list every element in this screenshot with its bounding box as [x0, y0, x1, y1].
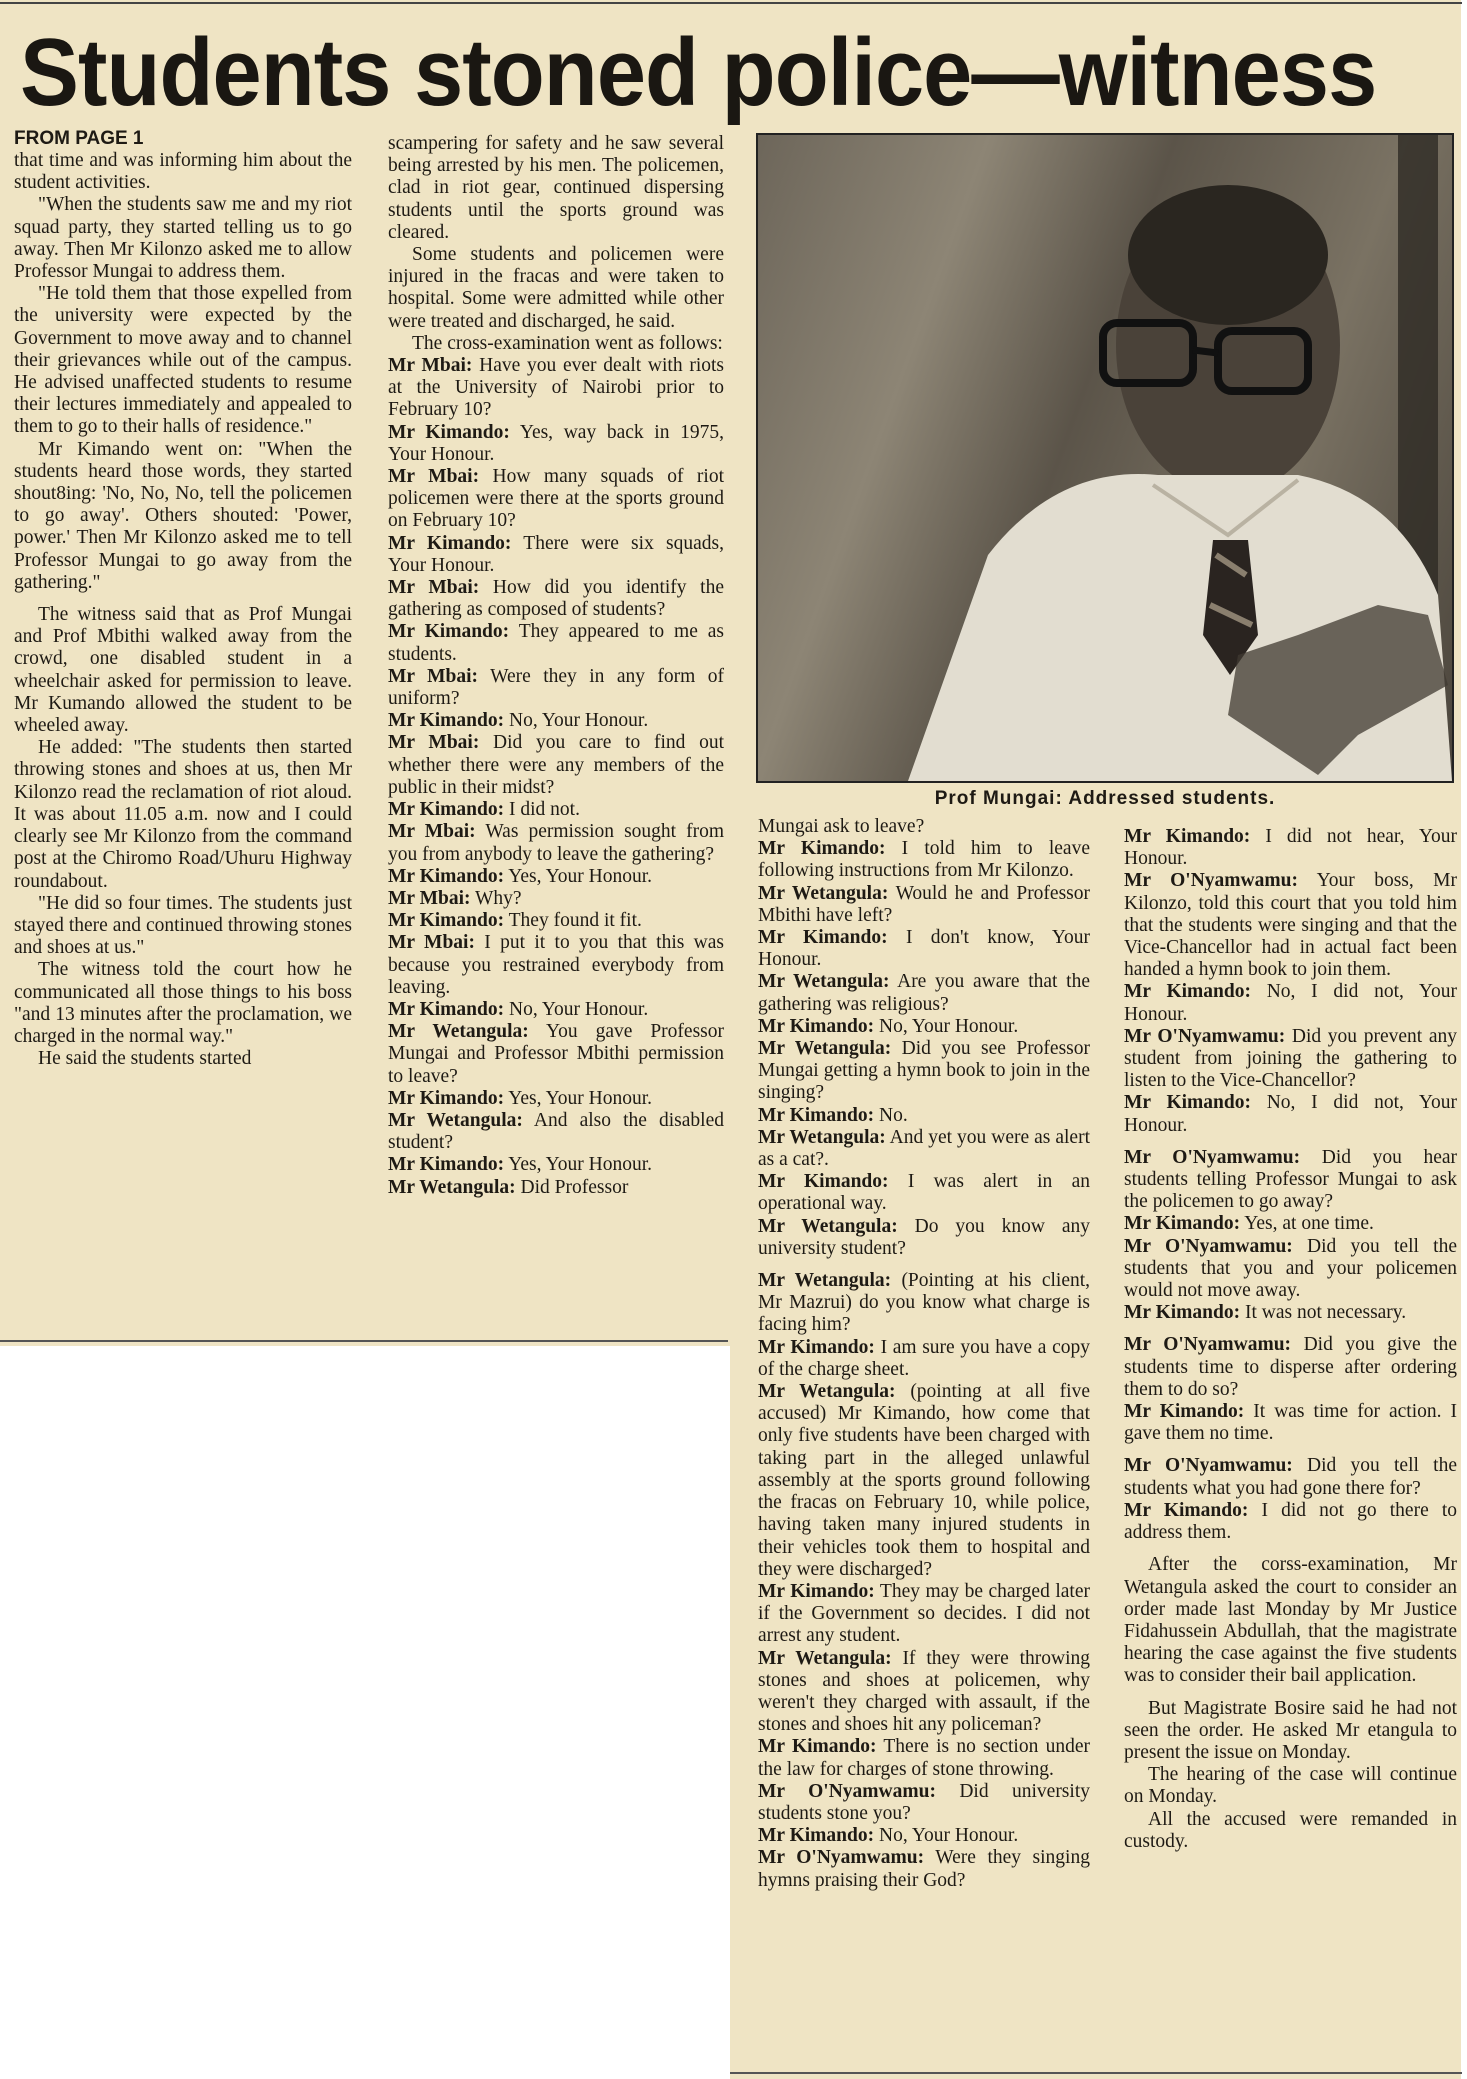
exchange-paragraph — [1124, 1334, 1457, 1401]
speaker-label: Mr Wetangula: — [388, 1176, 516, 1198]
column-1 — [14, 128, 352, 1070]
body-paragraph — [14, 737, 352, 892]
exchange-paragraph — [758, 1581, 1090, 1648]
speaker-label: Mr O'Nyamwamu: — [758, 1847, 925, 1869]
speaker-label: Mr Wetangula: — [388, 1109, 523, 1131]
exchange-paragraph — [758, 1825, 1090, 1847]
exchange-paragraph — [758, 1648, 1090, 1737]
exchange-paragraph — [388, 577, 724, 621]
exchange-paragraph — [758, 971, 1090, 1015]
paragraph-text: Are you aware that the gathering was religious? — [758, 971, 1090, 1015]
body-paragraph — [14, 604, 352, 737]
paragraph-text: It was time for action. I gave them no time. — [1124, 1401, 1457, 1445]
page-margin — [1461, 0, 1467, 2079]
paragraph-text: Why? — [475, 887, 522, 909]
exchange-paragraph — [388, 355, 724, 422]
paragraph-text: Yes, Your Honour. — [508, 1154, 653, 1176]
paragraph-text: I am sure you have a copy of the charge sheet. — [758, 1336, 1090, 1380]
paragraph-text: I told him to leave following instructions from Mr Kilonzo. — [758, 838, 1090, 882]
paragraph-text: If they were throwing stones and shoes at policemen, why weren't they charged with assault, if the stones and shoes hit any policeman? — [758, 1647, 1091, 1736]
exchange-paragraph — [758, 1781, 1090, 1825]
speaker-label: Mr Kimando: — [388, 799, 505, 821]
speaker-label: Mr Wetangula: — [388, 1021, 529, 1043]
paragraph-text: They appeared to me as students. — [388, 621, 724, 665]
paragraph-text: And also the disabled student? — [388, 1109, 724, 1154]
speaker-label: Mr Kimando: — [1124, 981, 1251, 1003]
body-paragraph — [1124, 1764, 1457, 1808]
speaker-label: Mr Kimando: — [388, 865, 505, 887]
speaker-label: Mr Mbai: — [388, 732, 480, 754]
paragraph-text: Did you see Professor Mungai getting a hymn book to join in the singing? — [758, 1038, 1091, 1104]
column-4 — [1124, 826, 1457, 1853]
body-paragraph — [14, 959, 352, 1048]
column-1-body — [14, 150, 352, 1070]
speaker-label: Mr Kimando: — [388, 910, 505, 932]
exchange-paragraph — [1124, 1401, 1457, 1445]
paragraph-text: But Magistrate Bosire said he had not seen the order. He asked Mr etangula to present the issue on Monday. — [1124, 1697, 1457, 1763]
paragraph-text: I put it to you that this was because you restrained everybody from leaving. — [388, 932, 725, 998]
paragraph-text: How many squads of riot policemen were there at the sports ground on February 10? — [388, 466, 724, 532]
paragraph-text: scampering for safety and he saw several being arrested by his men. The policemen, clad in riot gear, continued dispersing students until the sports ground was cleared. — [388, 133, 724, 243]
speaker-label: Mr Mbai: — [388, 577, 480, 599]
speaker-label: Mr Kimando: — [388, 710, 505, 732]
exchange-paragraph — [388, 732, 724, 799]
speaker-label: Mr Kimando: — [388, 532, 512, 554]
exchange-paragraph — [388, 1021, 724, 1088]
paragraph-text: Mr Kimando went on: "When the students heard those words, they started shout8ing: 'No, No, No, tell the policemen to go away'. Others shouted: 'Power, power.' Then Mr Kilonzo asked me to tell Professor Mungai to go away from the gathering." — [14, 438, 352, 593]
top-rule — [0, 2, 1462, 4]
body-paragraph — [14, 893, 352, 960]
speaker-label: Mr Kimando: — [388, 421, 510, 443]
paragraph-text: No. — [878, 1104, 908, 1126]
paragraph-text: Some students and policemen were injured in the fracas and were taken to hospital. Some were admitted while other were treated and discharged, he said. — [388, 244, 724, 332]
paragraph-text: Mungai ask to leave? — [758, 816, 925, 837]
paragraph-text: All the accused were remanded in custody. — [1124, 1808, 1457, 1852]
paragraph-text: You gave Professor Mungai and Professor Mbithi permission to leave? — [388, 1021, 724, 1087]
speaker-label: Mr O'Nyamwamu: — [1124, 1235, 1293, 1257]
bottom-rule-right — [730, 2072, 1462, 2074]
body-paragraph — [14, 283, 352, 438]
exchange-paragraph — [1124, 1092, 1457, 1136]
paragraph-text: Did you prevent any student from joining the gathering to listen to the Vice-Chancellor? — [1124, 1025, 1457, 1092]
speaker-label: Mr Kimando: — [388, 1087, 505, 1109]
paragraph-text: Your boss, Mr Kilonzo, told this court that you told him that the students were singing and that the Vice-Chancellor had in actual fact been handed a hymn book to join them. — [1124, 870, 1457, 981]
portrait-illustration — [758, 135, 1452, 781]
paragraph-text: I was alert in an operational way. — [758, 1171, 1090, 1215]
speaker-label: Mr Kimando: — [1124, 1401, 1245, 1423]
paragraph-text: There is no section under the law for charges of stone throwing. — [758, 1736, 1090, 1780]
speaker-label: Mr Wetangula: — [758, 1126, 886, 1148]
body-paragraph — [1124, 1698, 1457, 1765]
body-paragraph — [1124, 1809, 1457, 1853]
exchange-paragraph — [1124, 1302, 1457, 1324]
exchange-paragraph — [388, 1154, 724, 1176]
exchange-paragraph — [388, 866, 724, 888]
speaker-label: Mr Kimando: — [758, 1825, 875, 1847]
speaker-label: Mr O'Nyamwamu: — [1124, 1025, 1286, 1047]
paragraph-text: Yes, way back in 1975, Your Honour. — [388, 421, 724, 465]
speaker-label: Mr Kimando: — [758, 838, 886, 860]
paragraph-text: "When the students saw me and my riot squad party, they started telling us to go away. Then Mr Kilonzo asked me to allow Professor Mungai to address them. — [14, 194, 352, 283]
body-paragraph — [14, 439, 352, 594]
paragraph-text: No, Your Honour. — [878, 1825, 1019, 1847]
exchange-paragraph — [758, 1736, 1090, 1780]
paragraph-text: After the corss-examination, Mr Wetangula asked the court to consider an order made last Monday by Mr Justice Fidahussein Abdullah, that the magistrate hearing the case against the five students was to consider their bail application. — [1124, 1554, 1457, 1687]
paragraph-text: Have you ever dealt with riots at the University of Nairobi prior to February 10? — [388, 355, 725, 421]
body-paragraph — [14, 194, 352, 283]
paragraph-text: Did you care to find out whether there were any members of the public in their midst? — [388, 732, 724, 798]
paragraph-text: No, Your Honour. — [508, 998, 649, 1020]
speaker-label: Mr Kimando: — [1124, 1302, 1241, 1324]
paragraph-text: Would he and Professor Mbithi have left? — [758, 882, 1091, 926]
exchange-paragraph — [1124, 870, 1457, 981]
paragraph-text: Did you tell the students that you and your policemen would not move away. — [1124, 1235, 1457, 1302]
paragraph-text: No, I did not, Your Honour. — [1124, 981, 1457, 1025]
paragraph-text: Were they in any form of uniform? — [388, 665, 725, 710]
exchange-paragraph — [758, 1171, 1090, 1215]
exchange-paragraph — [758, 1016, 1090, 1038]
exchange-paragraph — [758, 1337, 1090, 1381]
exchange-paragraph — [388, 799, 724, 821]
speaker-label: Mr Kimando: — [388, 998, 505, 1020]
paragraph-text: Yes, at one time. — [1244, 1213, 1374, 1235]
paragraph-text: How did you identify the gathering as composed of students? — [388, 577, 725, 621]
paragraph-text: It was not necessary. — [1244, 1302, 1407, 1324]
speaker-label: Mr Wetangula: — [758, 971, 890, 993]
portrait-photo — [756, 133, 1454, 783]
paragraph-text: They may be charged later if the Government so decides. I did not arrest any student. — [758, 1580, 1090, 1647]
exchange-paragraph — [758, 927, 1090, 971]
speaker-label: Mr Kimando: — [758, 1336, 875, 1358]
paragraph-text: He added: "The students then started throwing stones and shoes at us, then Mr Kilonzo read the reclamation of riot aloud. It was about 11.05 a.m. now and I could clearly see Mr Kilonzo from the command post at the Chiromo Road/Uhuru Highway roundabout. — [14, 737, 352, 892]
exchange-paragraph — [758, 1381, 1090, 1581]
headline: Students stoned police—witness — [20, 19, 1377, 126]
exchange-paragraph — [1124, 1213, 1457, 1235]
column-2 — [388, 133, 724, 1199]
paragraph-text: Did you give the students time to disperse after ordering them to do so? — [1124, 1334, 1457, 1400]
exchange-paragraph — [388, 1088, 724, 1110]
body-paragraph — [1124, 1554, 1457, 1687]
exchange-paragraph — [1124, 1500, 1457, 1544]
paragraph-text: Did you tell the students what you had gone there for? — [1124, 1455, 1457, 1499]
speaker-label: Mr Mbai: — [388, 932, 475, 954]
paragraph-text: Was permission sought from you from anybody to leave the gathering? — [388, 821, 725, 865]
speaker-label: Mr Mbai: — [388, 355, 473, 377]
paragraph-text: They found it fit. — [508, 910, 642, 932]
paragraph-text: "He did so four times. The students just stayed there and continued throwing stones and shoes at us." — [14, 892, 352, 959]
exchange-paragraph — [758, 1847, 1090, 1891]
paragraph-text: that time and was informing him about the student activities. — [14, 150, 352, 194]
speaker-label: Mr Kimando: — [1124, 826, 1251, 847]
paragraph-text: The witness told the court how he communicated all those things to his boss "and 13 minutes after the proclamation, we charged in the normal way." — [14, 959, 352, 1047]
exchange-paragraph — [388, 422, 724, 466]
body-paragraph — [14, 150, 352, 194]
paragraph-text: Yes, Your Honour. — [508, 865, 653, 887]
paragraph-text: No, I did not, Your Honour. — [1124, 1092, 1457, 1136]
paragraph-text: Were they singing hymns praising their God? — [758, 1847, 1090, 1891]
speaker-label: Mr Kimando: — [758, 1580, 875, 1602]
exchange-paragraph — [758, 1216, 1090, 1260]
speaker-label: Mr Wetangula: — [758, 1270, 892, 1292]
paragraph-text: The cross-examination went as follows: — [412, 332, 723, 354]
body-paragraph — [388, 133, 724, 244]
body-paragraph — [14, 1048, 352, 1070]
speaker-label: Mr Wetangula: — [758, 1647, 892, 1669]
paragraph-text: I don't know, Your Honour. — [758, 927, 1090, 971]
speaker-label: Mr O'Nyamwamu: — [1124, 1455, 1293, 1477]
paragraph-text: There were six squads, Your Honour. — [388, 532, 724, 576]
exchange-paragraph — [1124, 826, 1457, 870]
speaker-label: Mr Kimando: — [1124, 1213, 1241, 1235]
paragraph-text: Yes, Your Honour. — [508, 1087, 653, 1109]
exchange-paragraph — [388, 1177, 724, 1199]
exchange-paragraph — [388, 999, 724, 1021]
exchange-paragraph — [388, 710, 724, 732]
exchange-paragraph — [1124, 1026, 1457, 1093]
exchange-paragraph — [388, 888, 724, 910]
paragraph-text: No, Your Honour. — [508, 710, 649, 732]
exchange-paragraph — [758, 838, 1090, 882]
exchange-paragraph — [1124, 1455, 1457, 1499]
speaker-label: Mr Kimando: — [758, 927, 888, 949]
speaker-label: Mr Kimando: — [758, 1171, 889, 1193]
exchange-paragraph — [388, 910, 724, 932]
paragraph-text: He said the students started — [38, 1048, 252, 1070]
exchange-paragraph — [388, 466, 724, 533]
exchange-paragraph — [388, 821, 724, 865]
exchange-paragraph — [758, 1105, 1090, 1127]
exchange-paragraph — [1124, 1147, 1457, 1214]
body-paragraph — [388, 244, 724, 333]
body-paragraph — [758, 816, 1090, 838]
exchange-paragraph — [1124, 1236, 1457, 1303]
speaker-label: Mr O'Nyamwamu: — [1124, 1146, 1301, 1168]
speaker-label: Mr Mbai: — [388, 887, 471, 909]
exchange-paragraph — [758, 1270, 1090, 1337]
exchange-paragraph — [1124, 981, 1457, 1025]
speaker-label: Mr Kimando: — [388, 621, 510, 643]
paragraph-text: I did not go there to address them. — [1124, 1499, 1458, 1544]
speaker-label: Mr Wetangula: — [758, 1038, 892, 1060]
exchange-paragraph — [388, 1110, 724, 1154]
exchange-paragraph — [388, 666, 724, 710]
paragraph-text: Did you hear students telling Professor Mungai to ask the policemen to go away? — [1124, 1146, 1457, 1213]
speaker-label: Mr O'Nyamwamu: — [1124, 870, 1298, 892]
body-paragraph — [388, 333, 724, 355]
speaker-label: Mr Mbai: — [388, 466, 480, 488]
photo-caption: Prof Mungai: Addressed students. — [934, 788, 1276, 809]
exchange-paragraph — [388, 533, 724, 577]
speaker-label: Mr O'Nyamwamu: — [1124, 1334, 1292, 1356]
exchange-paragraph — [758, 1127, 1090, 1171]
speaker-label: Mr Kimando: — [388, 1154, 505, 1176]
paragraph-text: (pointing at all five accused) Mr Kimando, how come that only five students have been charged with taking part in the alleged unlawful assembly at the sports ground following the fracas on February 10, while police, having taken many injured students in their vehicles took them to hospital and they were discharged? — [758, 1381, 1090, 1580]
bottom-rule-left — [0, 1340, 728, 1342]
speaker-label: Mr Wetangula: — [758, 882, 889, 904]
exchange-paragraph — [758, 1038, 1090, 1105]
speaker-label: Mr Kimando: — [758, 1736, 877, 1758]
column-3 — [758, 816, 1090, 1892]
speaker-label: Mr Kimando: — [758, 1015, 875, 1037]
speaker-label: Mr O'Nyamwamu: — [758, 1780, 936, 1802]
paragraph-text: The hearing of the case will continue on Monday. — [1124, 1764, 1457, 1808]
paragraph-text: The witness said that as Prof Mungai and Prof Mbithi walked away from the crowd, one disabled student in a wheelchair asked for permission to leave. Mr Kumando allowed the student to be wheeled away. — [14, 604, 352, 737]
paragraph-text: Did university students stone you? — [758, 1780, 1090, 1824]
speaker-label: Mr Mbai: — [388, 665, 479, 687]
speaker-label: Mr Kimando: — [1124, 1092, 1251, 1114]
speaker-label: Mr Kimando: — [1124, 1499, 1249, 1521]
speaker-label: Mr Mbai: — [388, 821, 476, 843]
exchange-paragraph — [388, 621, 724, 665]
speaker-label: Mr Wetangula: — [758, 1215, 898, 1237]
exchange-paragraph — [388, 932, 724, 999]
paragraph-text: I did not. — [508, 799, 580, 821]
paragraph-text: No, Your Honour. — [878, 1015, 1019, 1037]
paragraph-text: Did Professor — [520, 1176, 629, 1198]
paragraph-text: And yet you were as alert as a cat?. — [758, 1126, 1090, 1171]
paragraph-text: I did not hear, Your Honour. — [1124, 826, 1457, 870]
paragraph-text: (Pointing at his client, Mr Mazrui) do you know what charge is facing him? — [758, 1270, 1091, 1336]
paragraph-text: Do you know any university student? — [758, 1215, 1091, 1259]
paragraph-text: "He told them that those expelled from the university were expected by the Government to move away and to channel their grievances while out of the campus. He advised unaffected students to resume their lectures immediately and appealed to them to go to their halls of residence." — [14, 283, 352, 438]
kicker: FROM PAGE 1 — [14, 128, 144, 149]
speaker-label: Mr Wetangula: — [758, 1381, 896, 1403]
exchange-paragraph — [758, 883, 1090, 927]
speaker-label: Mr Kimando: — [758, 1104, 875, 1126]
